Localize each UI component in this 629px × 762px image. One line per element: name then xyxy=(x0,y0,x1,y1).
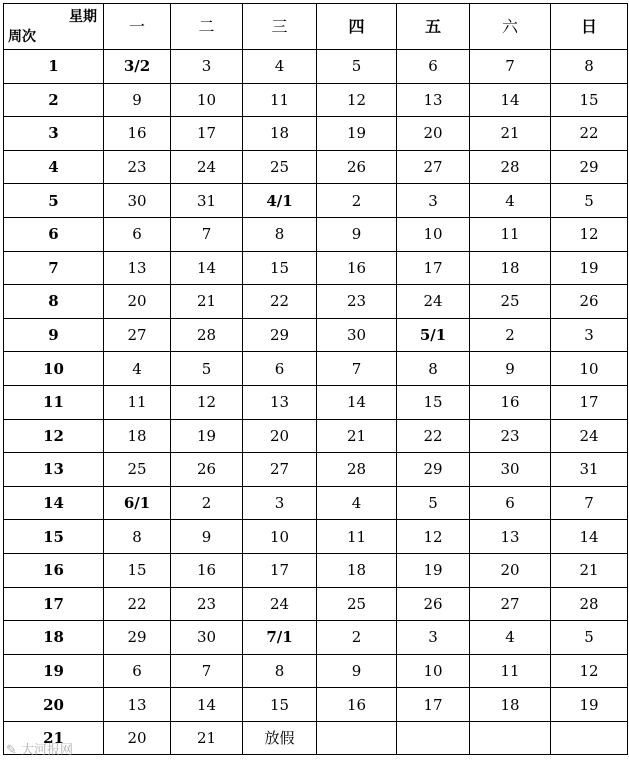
date-cell: 17 xyxy=(397,251,470,285)
date-cell: 10 xyxy=(243,520,317,554)
date-cell: 26 xyxy=(171,453,243,487)
date-cell: 9 xyxy=(317,217,397,251)
date-cell: 6 xyxy=(397,50,470,84)
date-cell: 7 xyxy=(551,486,628,520)
date-cell: 3/2 xyxy=(104,50,171,84)
date-cell: 4 xyxy=(104,352,171,386)
date-cell: 2 xyxy=(317,621,397,655)
date-cell: 19 xyxy=(551,251,628,285)
week-number-cell: 19 xyxy=(4,654,104,688)
date-cell: 26 xyxy=(317,150,397,184)
date-cell: 10 xyxy=(551,352,628,386)
date-cell: 12 xyxy=(551,654,628,688)
date-cell: 19 xyxy=(551,688,628,722)
week-number-cell: 14 xyxy=(4,486,104,520)
date-cell xyxy=(317,721,397,755)
date-cell: 8 xyxy=(243,217,317,251)
date-cell: 20 xyxy=(397,117,470,151)
date-cell: 26 xyxy=(397,587,470,621)
date-cell: 15 xyxy=(243,688,317,722)
date-cell: 24 xyxy=(171,150,243,184)
date-cell: 15 xyxy=(397,385,470,419)
date-cell: 14 xyxy=(470,83,551,117)
date-cell: 17 xyxy=(243,553,317,587)
date-cell: 8 xyxy=(397,352,470,386)
date-cell: 3 xyxy=(171,50,243,84)
table-row xyxy=(4,688,628,722)
date-cell: 21 xyxy=(171,285,243,319)
date-cell: 29 xyxy=(551,150,628,184)
date-cell: 5 xyxy=(171,352,243,386)
date-cell: 25 xyxy=(317,587,397,621)
day-header-sun: 日 xyxy=(551,4,628,50)
date-cell: 21 xyxy=(470,117,551,151)
table-row xyxy=(4,50,628,84)
date-cell: 30 xyxy=(470,453,551,487)
table-row xyxy=(4,83,628,117)
date-cell: 3 xyxy=(397,621,470,655)
date-cell: 4 xyxy=(470,184,551,218)
table-row xyxy=(4,621,628,655)
week-number-cell: 2 xyxy=(4,83,104,117)
date-cell: 12 xyxy=(171,385,243,419)
date-cell: 25 xyxy=(470,285,551,319)
table-row xyxy=(4,587,628,621)
date-cell: 30 xyxy=(317,318,397,352)
date-cell: 20 xyxy=(470,553,551,587)
date-cell: 6 xyxy=(243,352,317,386)
date-cell: 22 xyxy=(551,117,628,151)
week-number-cell: 8 xyxy=(4,285,104,319)
date-cell: 17 xyxy=(171,117,243,151)
week-number-cell: 21 xyxy=(4,721,104,755)
date-cell: 20 xyxy=(104,285,171,319)
date-cell: 2 xyxy=(470,318,551,352)
day-header-wed: 三 xyxy=(243,4,317,50)
week-number-cell: 18 xyxy=(4,621,104,655)
week-number-cell: 20 xyxy=(4,688,104,722)
date-cell: 23 xyxy=(171,587,243,621)
date-cell: 18 xyxy=(470,688,551,722)
date-cell: 13 xyxy=(104,688,171,722)
date-cell: 3 xyxy=(397,184,470,218)
date-cell: 7 xyxy=(171,654,243,688)
date-cell: 20 xyxy=(104,721,171,755)
date-cell xyxy=(397,721,470,755)
date-cell: 3 xyxy=(243,486,317,520)
date-cell: 21 xyxy=(551,553,628,587)
day-header-fri: 五 xyxy=(397,4,470,50)
week-number-cell: 4 xyxy=(4,150,104,184)
calendar-table xyxy=(3,3,628,755)
date-cell: 12 xyxy=(317,83,397,117)
date-cell: 14 xyxy=(551,520,628,554)
week-number-cell: 5 xyxy=(4,184,104,218)
date-cell xyxy=(470,721,551,755)
date-cell: 22 xyxy=(397,419,470,453)
date-cell: 2 xyxy=(171,486,243,520)
date-cell: 17 xyxy=(551,385,628,419)
date-cell: 24 xyxy=(243,587,317,621)
date-cell: 6 xyxy=(470,486,551,520)
table-row xyxy=(4,217,628,251)
week-number-cell: 13 xyxy=(4,453,104,487)
table-row xyxy=(4,184,628,218)
date-cell: 12 xyxy=(397,520,470,554)
date-cell: 16 xyxy=(317,688,397,722)
week-number-cell: 15 xyxy=(4,520,104,554)
date-cell: 25 xyxy=(104,453,171,487)
date-cell: 10 xyxy=(397,217,470,251)
date-cell: 7 xyxy=(470,50,551,84)
week-number-cell: 9 xyxy=(4,318,104,352)
table-row xyxy=(4,117,628,151)
date-cell: 13 xyxy=(397,83,470,117)
date-cell: 31 xyxy=(551,453,628,487)
date-cell: 5 xyxy=(317,50,397,84)
date-cell: 16 xyxy=(171,553,243,587)
day-header-tue: 二 xyxy=(171,4,243,50)
date-cell: 11 xyxy=(470,654,551,688)
date-cell: 放假 xyxy=(243,721,317,755)
date-cell: 11 xyxy=(317,520,397,554)
date-cell: 23 xyxy=(104,150,171,184)
date-cell: 26 xyxy=(551,285,628,319)
date-cell: 29 xyxy=(243,318,317,352)
week-number-cell: 11 xyxy=(4,385,104,419)
table-row xyxy=(4,419,628,453)
table-row xyxy=(4,352,628,386)
date-cell: 9 xyxy=(317,654,397,688)
date-cell: 9 xyxy=(470,352,551,386)
date-cell: 8 xyxy=(243,654,317,688)
date-cell: 23 xyxy=(317,285,397,319)
date-cell: 18 xyxy=(470,251,551,285)
date-cell: 15 xyxy=(243,251,317,285)
date-cell: 3 xyxy=(551,318,628,352)
date-cell: 14 xyxy=(317,385,397,419)
date-cell: 29 xyxy=(104,621,171,655)
day-header-mon: 一 xyxy=(104,4,171,50)
table-row xyxy=(4,520,628,554)
watermark-icon: ✎ xyxy=(6,743,22,758)
table-row xyxy=(4,318,628,352)
date-cell: 5 xyxy=(397,486,470,520)
date-cell: 2 xyxy=(317,184,397,218)
date-cell: 15 xyxy=(104,553,171,587)
date-cell: 8 xyxy=(551,50,628,84)
table-row xyxy=(4,721,628,755)
date-cell: 30 xyxy=(171,621,243,655)
date-cell: 5 xyxy=(551,184,628,218)
date-cell: 21 xyxy=(171,721,243,755)
date-cell: 28 xyxy=(171,318,243,352)
date-cell: 24 xyxy=(551,419,628,453)
week-number-cell: 12 xyxy=(4,419,104,453)
date-cell: 4 xyxy=(243,50,317,84)
date-cell: 6 xyxy=(104,654,171,688)
date-cell: 22 xyxy=(243,285,317,319)
corner-top-label: 星期 xyxy=(69,9,97,25)
table-row xyxy=(4,150,628,184)
date-cell: 5/1 xyxy=(397,318,470,352)
date-cell: 9 xyxy=(104,83,171,117)
date-cell: 14 xyxy=(171,251,243,285)
date-cell xyxy=(551,721,628,755)
date-cell: 29 xyxy=(397,453,470,487)
date-cell: 11 xyxy=(243,83,317,117)
date-cell: 20 xyxy=(243,419,317,453)
date-cell: 4/1 xyxy=(243,184,317,218)
date-cell: 4 xyxy=(470,621,551,655)
date-cell: 19 xyxy=(317,117,397,151)
date-cell: 11 xyxy=(470,217,551,251)
week-number-cell: 16 xyxy=(4,553,104,587)
table-row xyxy=(4,553,628,587)
table-row xyxy=(4,486,628,520)
date-cell: 27 xyxy=(243,453,317,487)
date-cell: 8 xyxy=(104,520,171,554)
date-cell: 16 xyxy=(104,117,171,151)
week-number-cell: 1 xyxy=(4,50,104,84)
week-number-cell: 17 xyxy=(4,587,104,621)
date-cell: 11 xyxy=(104,385,171,419)
date-cell: 16 xyxy=(317,251,397,285)
watermark-text: 大河报网 xyxy=(21,743,74,758)
week-number-cell: 10 xyxy=(4,352,104,386)
table-row xyxy=(4,654,628,688)
date-cell: 14 xyxy=(171,688,243,722)
date-cell: 28 xyxy=(317,453,397,487)
date-cell: 13 xyxy=(470,520,551,554)
date-cell: 30 xyxy=(104,184,171,218)
week-number-cell: 7 xyxy=(4,251,104,285)
date-cell: 19 xyxy=(397,553,470,587)
date-cell: 7 xyxy=(317,352,397,386)
date-cell: 7/1 xyxy=(243,621,317,655)
table-row xyxy=(4,385,628,419)
date-cell: 13 xyxy=(243,385,317,419)
date-cell: 21 xyxy=(317,419,397,453)
table-row xyxy=(4,285,628,319)
date-cell: 12 xyxy=(551,217,628,251)
date-cell: 15 xyxy=(551,83,628,117)
date-cell: 6 xyxy=(104,217,171,251)
table-row xyxy=(4,251,628,285)
table-row xyxy=(4,453,628,487)
date-cell: 4 xyxy=(317,486,397,520)
date-cell: 16 xyxy=(470,385,551,419)
corner-cell xyxy=(4,4,104,50)
date-cell: 18 xyxy=(104,419,171,453)
date-cell: 10 xyxy=(397,654,470,688)
date-cell: 27 xyxy=(397,150,470,184)
week-number-cell: 6 xyxy=(4,217,104,251)
date-cell: 6/1 xyxy=(104,486,171,520)
date-cell: 9 xyxy=(171,520,243,554)
date-cell: 24 xyxy=(397,285,470,319)
day-header-sat: 六 xyxy=(470,4,551,50)
date-cell: 7 xyxy=(171,217,243,251)
day-header-thu: 四 xyxy=(317,4,397,50)
date-cell: 19 xyxy=(171,419,243,453)
date-cell: 27 xyxy=(470,587,551,621)
date-cell: 17 xyxy=(397,688,470,722)
date-cell: 18 xyxy=(243,117,317,151)
date-cell: 31 xyxy=(171,184,243,218)
watermark-logo xyxy=(6,739,73,758)
header-row xyxy=(4,4,628,50)
date-cell: 13 xyxy=(104,251,171,285)
date-cell: 27 xyxy=(104,318,171,352)
corner-bottom-label: 周次 xyxy=(8,29,36,45)
week-number-cell: 3 xyxy=(4,117,104,151)
date-cell: 5 xyxy=(551,621,628,655)
date-cell: 28 xyxy=(551,587,628,621)
date-cell: 23 xyxy=(470,419,551,453)
date-cell: 18 xyxy=(317,553,397,587)
date-cell: 22 xyxy=(104,587,171,621)
date-cell: 28 xyxy=(470,150,551,184)
date-cell: 10 xyxy=(171,83,243,117)
date-cell: 25 xyxy=(243,150,317,184)
